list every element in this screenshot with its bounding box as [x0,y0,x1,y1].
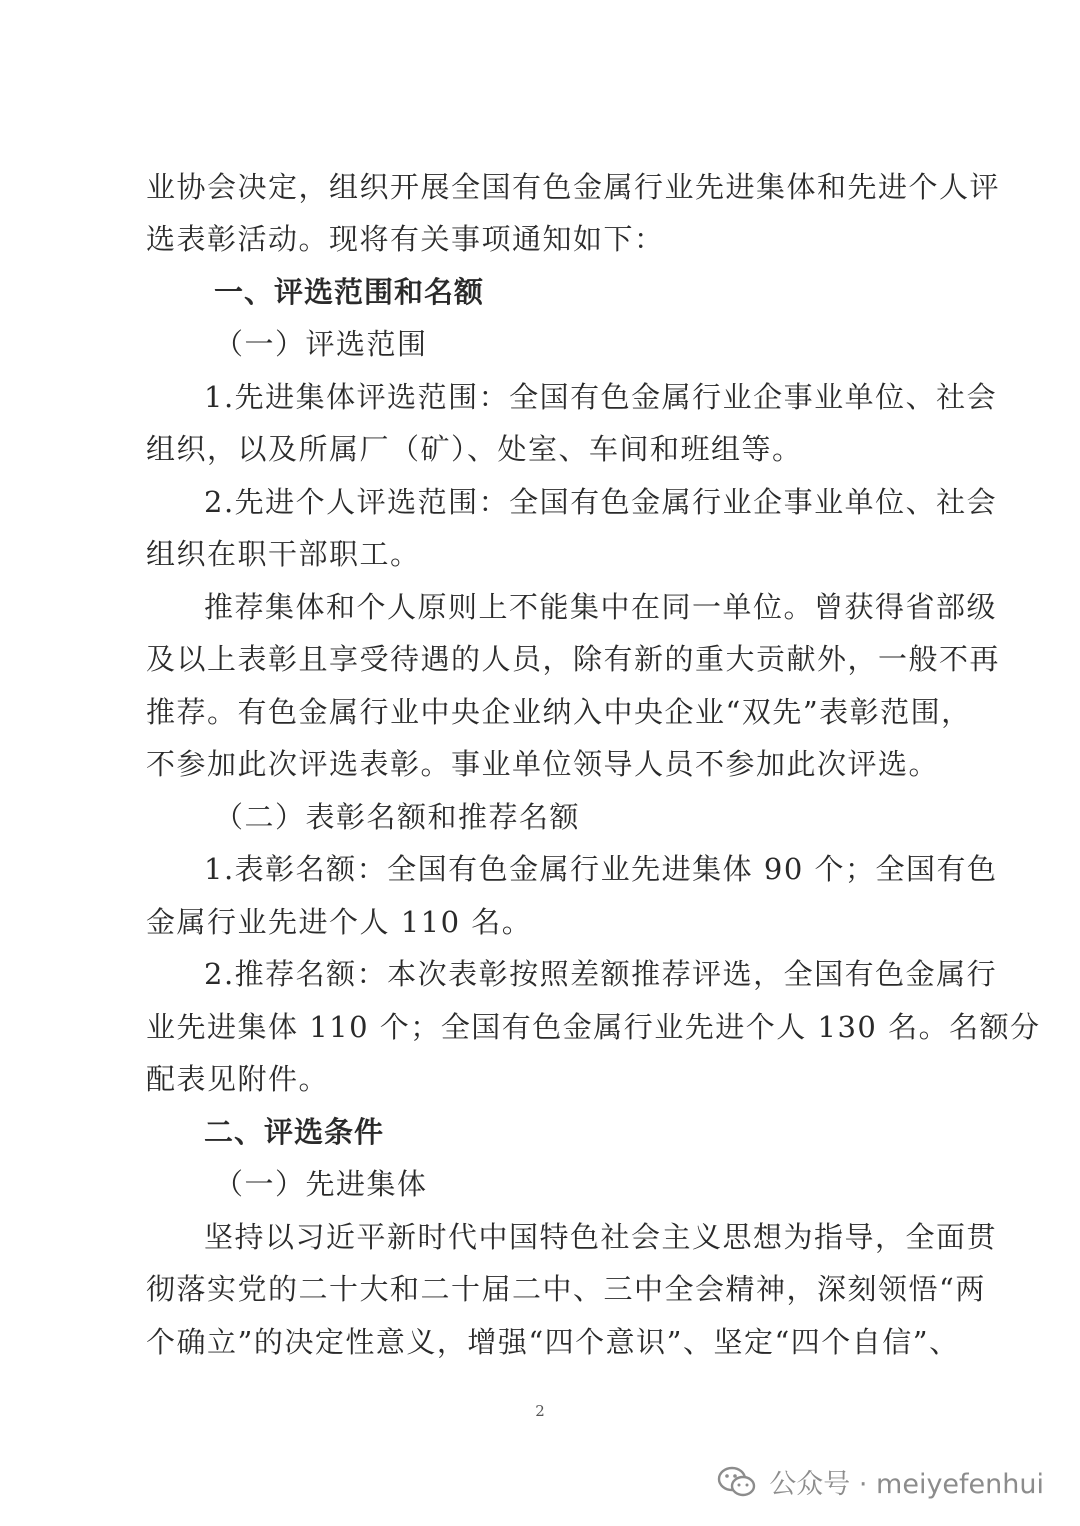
paragraph-line: 不参加此次评选表彰。事业单位领导人员不参加此次评选。 [146,747,940,781]
subsection-heading: （一）先进集体 [214,1167,428,1201]
watermark [717,1462,1044,1501]
paragraph-line: 及以上表彰且享受待遇的人员，除有新的重大贡献外，一般不再 [146,642,1001,676]
paragraph-line: 业协会决定，组织开展全国有色金属行业先进集体和先进个人评 [146,170,1001,204]
paragraph-line: 1.先进集体评选范围：全国有色金属行业企事业单位、社会 [204,380,998,414]
paragraph-line: 彻落实党的二十大和二十届二中、三中全会精神，深刻领悟“两 [146,1272,986,1306]
paragraph-line: 坚持以习近平新时代中国特色社会主义思想为指导，全面贯 [204,1220,998,1254]
paragraph-line: 1.表彰名额：全国有色金属行业先进集体 90 个；全国有色 [204,852,998,886]
paragraph-line: 金属行业先进个人 110 名。 [146,905,533,939]
paragraph-line: 组织，以及所属厂（矿）、处室、车间和班组等。 [146,432,803,466]
paragraph-line: 推荐集体和个人原则上不能集中在同一单位。曾获得省部级 [204,590,998,624]
paragraph-line: 配表见附件。 [146,1062,330,1096]
paragraph-line: 2.推荐名额：本次表彰按照差额推荐评选，全国有色金属行 [204,957,998,991]
section-heading: 二、评选条件 [204,1115,385,1149]
page-number: 2 [535,1402,545,1420]
subsection-heading: （一）评选范围 [214,327,428,361]
paragraph-line: 业先进集体 110 个；全国有色金属行业先进个人 130 名。名额分 [146,1010,1041,1044]
section-heading: 一、评选范围和名额 [214,275,485,309]
paragraph-line: 选表彰活动。现将有关事项通知如下： [146,222,665,256]
paragraph-line: 2.先进个人评选范围：全国有色金属行业企事业单位、社会 [204,485,998,519]
paragraph-line: 个确立”的决定性意义，增强“四个意识”、坚定“四个自信”、 [146,1325,960,1359]
watermark-label: 公众号 · meiyefenhui [769,1469,1044,1500]
subsection-heading: （二）表彰名额和推荐名额 [214,800,581,834]
paragraph-line: 组织在职干部职工。 [146,537,421,571]
wechat-icon [717,1465,757,1499]
paragraph-line: 推荐。有色金属行业中央企业纳入中央企业“双先”表彰范围， [146,695,972,729]
